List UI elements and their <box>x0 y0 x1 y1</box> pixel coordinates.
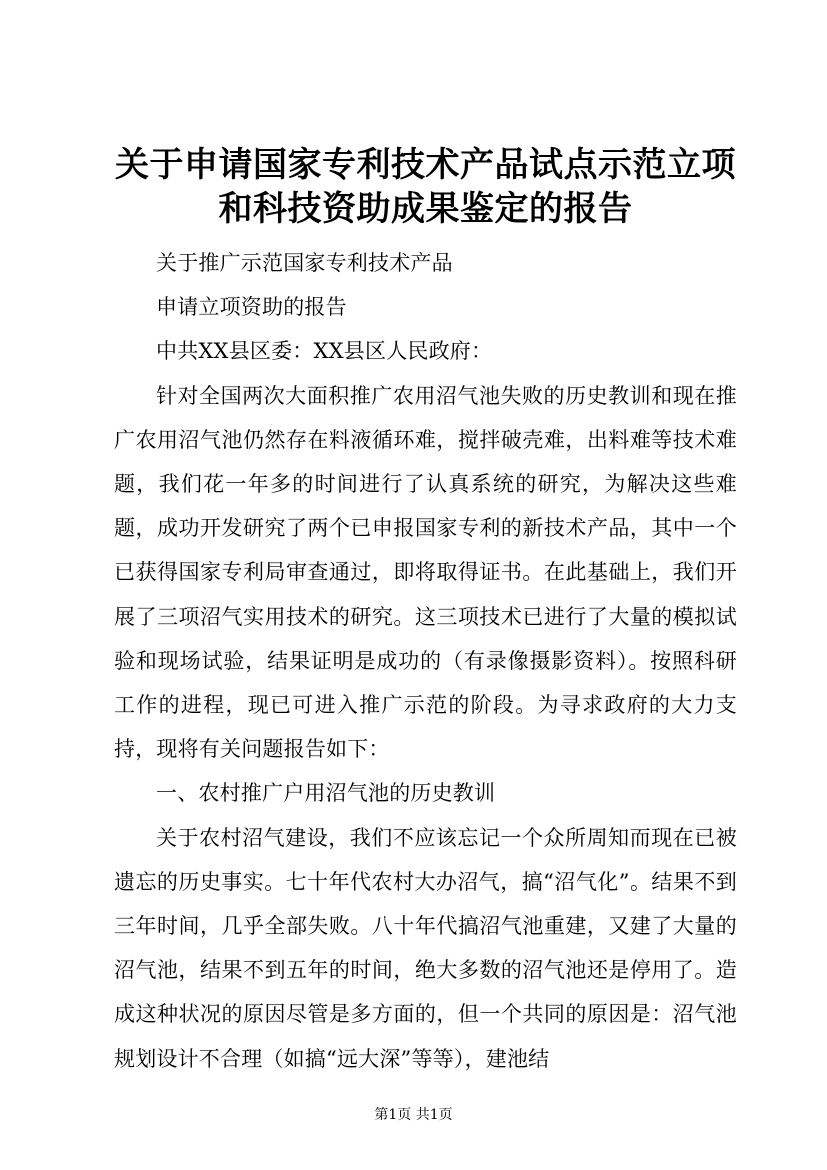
document-body <box>114 241 737 1081</box>
document-title: 关于申请国家专利技术产品试点示范立项和科技资助成果鉴定的报告 <box>115 145 736 229</box>
subtitle-line-2: 申请立项资助的报告 <box>156 295 347 320</box>
page-footer: 第1页 共1页 <box>374 1107 453 1123</box>
section-heading-1: 一、农村推广户用沼气池的历史教训 <box>156 781 496 806</box>
paragraph-history: 关于农村沼气建设，我们不应该忘记一个众所周知而现在已被遗忘的历史事实。七十年代农村大办沼气，搞“沼气化”。结果不到三年时间，几乎全部失败。八十年代搞沼气池重建，又建了大量的沼气池，结果不到五年的时间，绝大多数的沼气池还是停用了。造成这种状况的原因尽管是多方面的，但一个共同的原因是：沼气池规划设计不合理（如搞“远大深”等等），建池结 <box>114 825 737 1071</box>
salutation: 中共XX县区委：XX县区人民政府： <box>156 339 493 364</box>
paragraph-intro: 针对全国两次大面积推广农用沼气池失败的历史教训和现在推广农用沼气池仍然存在料液循环难，搅拌破壳难，出料难等技术难题，我们花一年多的时间进行了认真系统的研究，为解决这些难题，成功开发研究了两个已申报国家专利的新技术产品，其中一个已获得国家专利局审查通过，即将取得证书。在此基础上，我们开展了三项沼气实用技术的研究。这三项技术已进行了大量的模拟试验和现场试验，结果证明是成功的（有录像摄影资料）。按照科研工作的进程，现已可进入推广示范的阶段。为寻求政府的大力支持，现将有关问题报告如下： <box>114 383 737 762</box>
subtitle-line-1: 关于推广示范国家专利技术产品 <box>156 251 453 275</box>
